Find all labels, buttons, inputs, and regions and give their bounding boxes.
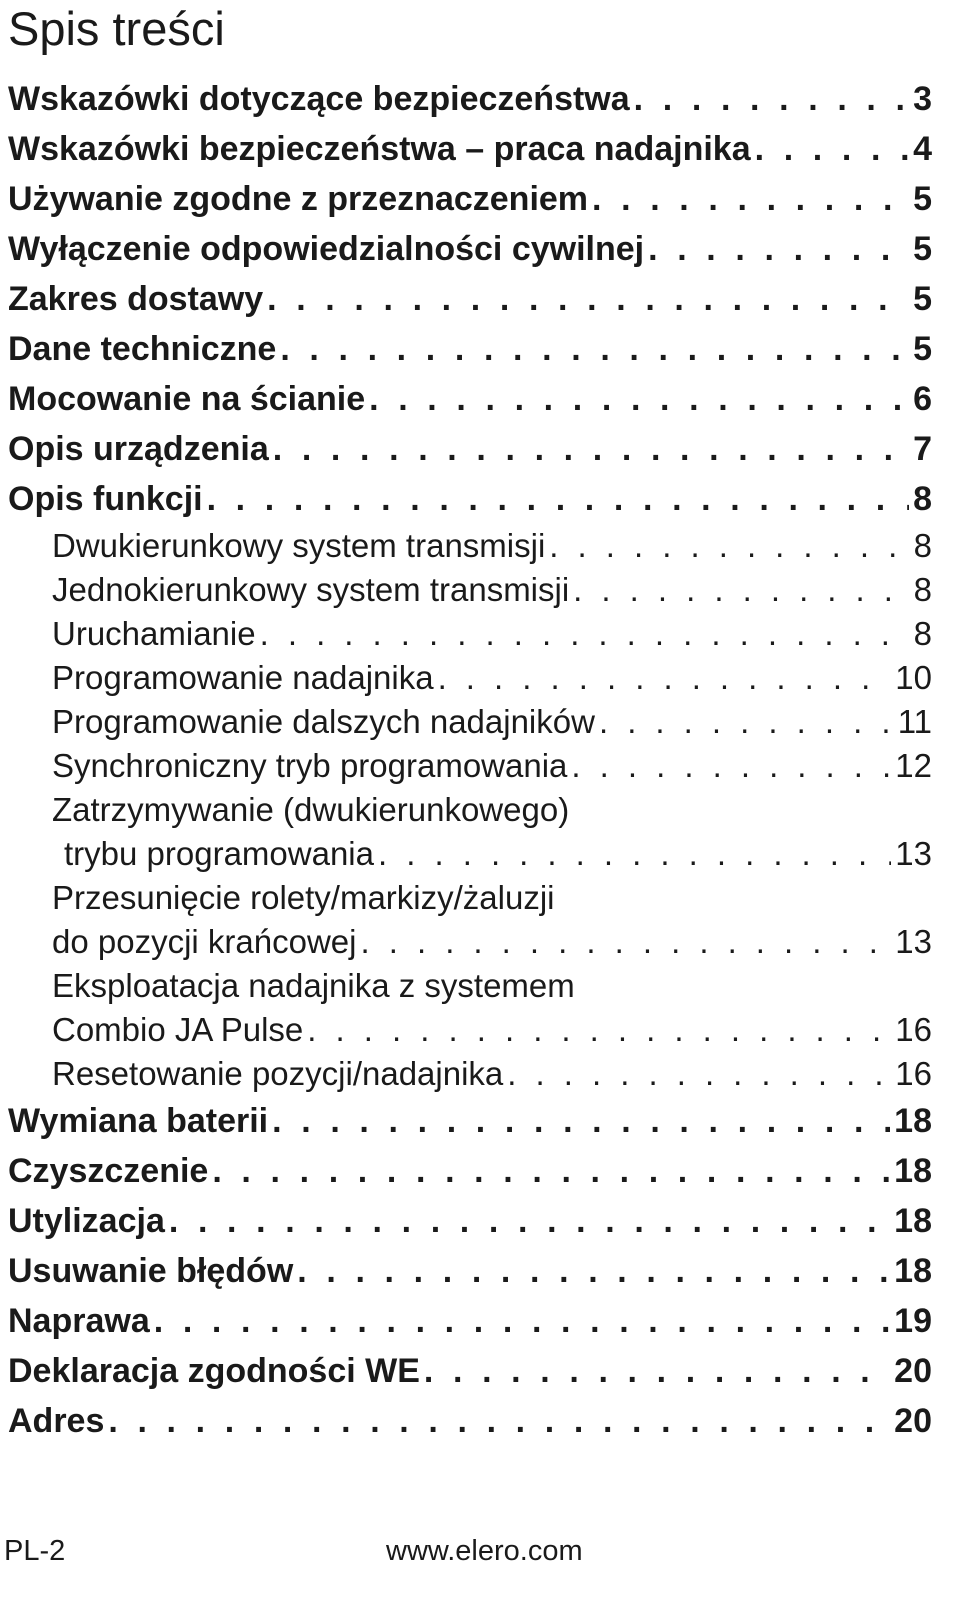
toc-dot-leader — [755, 124, 909, 174]
footer-website-link[interactable]: www.elero.com — [386, 1535, 583, 1567]
toc-page-number: 16 — [895, 1011, 932, 1048]
toc-dot-leader — [634, 74, 909, 124]
toc-page-number: 20 — [894, 1352, 932, 1390]
toc-entry[interactable] — [8, 424, 932, 474]
toc-page-number: 19 — [894, 1302, 932, 1340]
toc-dot-leader — [108, 1396, 890, 1446]
toc-page-number: 13 — [895, 835, 932, 872]
toc-entry[interactable] — [8, 1246, 932, 1296]
toc-page-number: 12 — [895, 747, 932, 784]
toc-entry-label: Combio JA Pulse — [52, 1011, 304, 1048]
toc-entry-label: Wskazówki bezpieczeństwa – praca nadajnika — [8, 130, 751, 168]
toc-dot-leader — [571, 744, 891, 788]
toc-dot-leader — [592, 174, 909, 224]
toc-dot-leader — [424, 1346, 890, 1396]
toc-entry[interactable] — [8, 174, 932, 224]
toc-entry[interactable] — [8, 1396, 932, 1446]
toc-dot-leader — [272, 1096, 890, 1146]
toc-sub-entry-line1[interactable]: Eksploatacja nadajnika z systemem — [52, 967, 575, 1004]
toc-entry[interactable] — [8, 1146, 932, 1196]
toc-page-number: 5 — [913, 230, 932, 268]
toc-page-number: 20 — [894, 1402, 932, 1440]
toc-dot-leader — [648, 224, 909, 274]
toc-entry[interactable] — [8, 1096, 932, 1146]
toc-entry-label: Wyłączenie odpowiedzialności cywilnej — [8, 230, 645, 268]
toc-dot-leader — [273, 424, 909, 474]
toc-sub-entry-line1[interactable]: Zatrzymywanie (dwukierunkowego) — [52, 791, 570, 828]
toc-entry-label: Programowanie nadajnika — [52, 659, 434, 696]
toc-dot-leader — [267, 274, 909, 324]
toc-page-number: 18 — [894, 1102, 932, 1140]
toc-page-number: 5 — [913, 330, 932, 368]
toc-sub-entry[interactable] — [8, 832, 932, 876]
toc-dot-leader — [212, 1146, 890, 1196]
toc-entry-label: trybu programowania — [64, 835, 374, 872]
toc-page-number: 13 — [895, 923, 932, 960]
toc-page-number: 18 — [894, 1202, 932, 1240]
toc-entry-label: Czyszczenie — [8, 1152, 209, 1190]
toc-sub-entry[interactable] — [8, 920, 932, 964]
toc-page-number: 7 — [913, 430, 932, 468]
toc-sub-entry[interactable] — [8, 744, 932, 788]
toc-entry-label: Naprawa — [8, 1302, 150, 1340]
toc-entry-label: Resetowanie pozycji/nadajnika — [52, 1055, 504, 1092]
toc-entry-label: Dane techniczne — [8, 330, 277, 368]
toc-page-number: 4 — [913, 130, 932, 168]
toc-entry[interactable] — [8, 224, 932, 274]
toc-page-number: 8 — [913, 527, 932, 564]
toc-entry[interactable] — [8, 124, 932, 174]
toc-entry[interactable] — [8, 1296, 932, 1346]
toc-sub-entry[interactable] — [8, 612, 932, 656]
toc-entry[interactable] — [8, 374, 932, 424]
toc-sub-entry[interactable] — [8, 1008, 932, 1052]
toc-page-number: 18 — [894, 1252, 932, 1290]
toc-entry-label: Zakres dostawy — [8, 280, 264, 318]
toc-entry-label: Uruchamianie — [52, 615, 256, 652]
toc-page-number: 3 — [913, 80, 932, 118]
toc-page-number: 5 — [913, 280, 932, 318]
toc-page-number: 10 — [895, 659, 932, 696]
toc-entry[interactable] — [8, 1346, 932, 1396]
toc-entry[interactable] — [8, 324, 932, 374]
toc-page-number: 8 — [913, 571, 932, 608]
toc-dot-leader — [307, 1008, 891, 1052]
toc-dot-leader — [369, 374, 909, 424]
toc-entry-label: Opis urządzenia — [8, 430, 269, 468]
toc-dot-leader — [360, 920, 891, 964]
toc-sub-entry[interactable] — [8, 1052, 932, 1096]
toc-entry[interactable] — [8, 474, 932, 524]
toc-entry[interactable] — [8, 1196, 932, 1246]
toc-entry-label: Adres — [8, 1402, 105, 1440]
toc-page-number: 8 — [913, 615, 932, 652]
toc-entry-label: Mocowanie na ścianie — [8, 380, 366, 418]
toc-dot-leader — [260, 612, 910, 656]
toc-page-number: 6 — [913, 380, 932, 418]
toc-dot-leader — [169, 1196, 890, 1246]
toc-entry-label: do pozycji krańcowej — [52, 923, 357, 960]
toc-dot-leader — [297, 1246, 890, 1296]
toc-entry-label: Programowanie dalszych nadajników — [52, 703, 595, 740]
toc-entry-label: Deklaracja zgodności WE — [8, 1352, 420, 1390]
toc-entry-label: Dwukierunkowy system transmisji — [52, 527, 546, 564]
toc-entry-label: Wskazówki dotyczące bezpieczeństwa — [8, 80, 630, 118]
toc-entry-label: Używanie zgodne z przeznaczeniem — [8, 180, 589, 218]
footer-page-label: PL-2 — [4, 1535, 66, 1567]
toc-dot-leader — [573, 568, 909, 612]
toc-entry-label: Jednokierunkowy system transmisji — [52, 571, 570, 608]
toc-page-number: 18 — [894, 1152, 932, 1190]
toc-dot-leader — [507, 1052, 891, 1096]
toc-dot-leader — [378, 832, 891, 876]
toc-entry[interactable] — [8, 74, 932, 124]
toc-page-number: 8 — [913, 480, 932, 518]
toc-sub-entry[interactable] — [8, 700, 932, 744]
table-of-contents — [8, 74, 932, 1446]
toc-sub-entry[interactable] — [8, 524, 932, 568]
toc-dot-leader — [599, 700, 894, 744]
toc-dot-leader — [280, 324, 909, 374]
toc-entry-label: Wymiana baterii — [8, 1102, 269, 1140]
toc-sub-entry[interactable] — [8, 656, 932, 700]
toc-dot-leader — [438, 656, 892, 700]
toc-dot-leader — [549, 524, 909, 568]
toc-page-number: 11 — [897, 703, 932, 740]
toc-entry[interactable] — [8, 274, 932, 324]
toc-dot-leader — [207, 474, 909, 524]
toc-page-number: 16 — [895, 1055, 932, 1092]
toc-entry-label: Synchroniczny tryb programowania — [52, 747, 568, 784]
toc-entry-label: Opis funkcji — [8, 480, 203, 518]
toc-dot-leader — [154, 1296, 890, 1346]
toc-entry-label: Usuwanie błędów — [8, 1252, 294, 1290]
page-title: Spis treści — [8, 2, 225, 55]
toc-sub-entry[interactable] — [8, 568, 932, 612]
toc-entry-label: Utylizacja — [8, 1202, 165, 1240]
toc-page-number: 5 — [913, 180, 932, 218]
toc-sub-entry-line1[interactable]: Przesunięcie rolety/markizy/żaluzji — [52, 879, 555, 916]
